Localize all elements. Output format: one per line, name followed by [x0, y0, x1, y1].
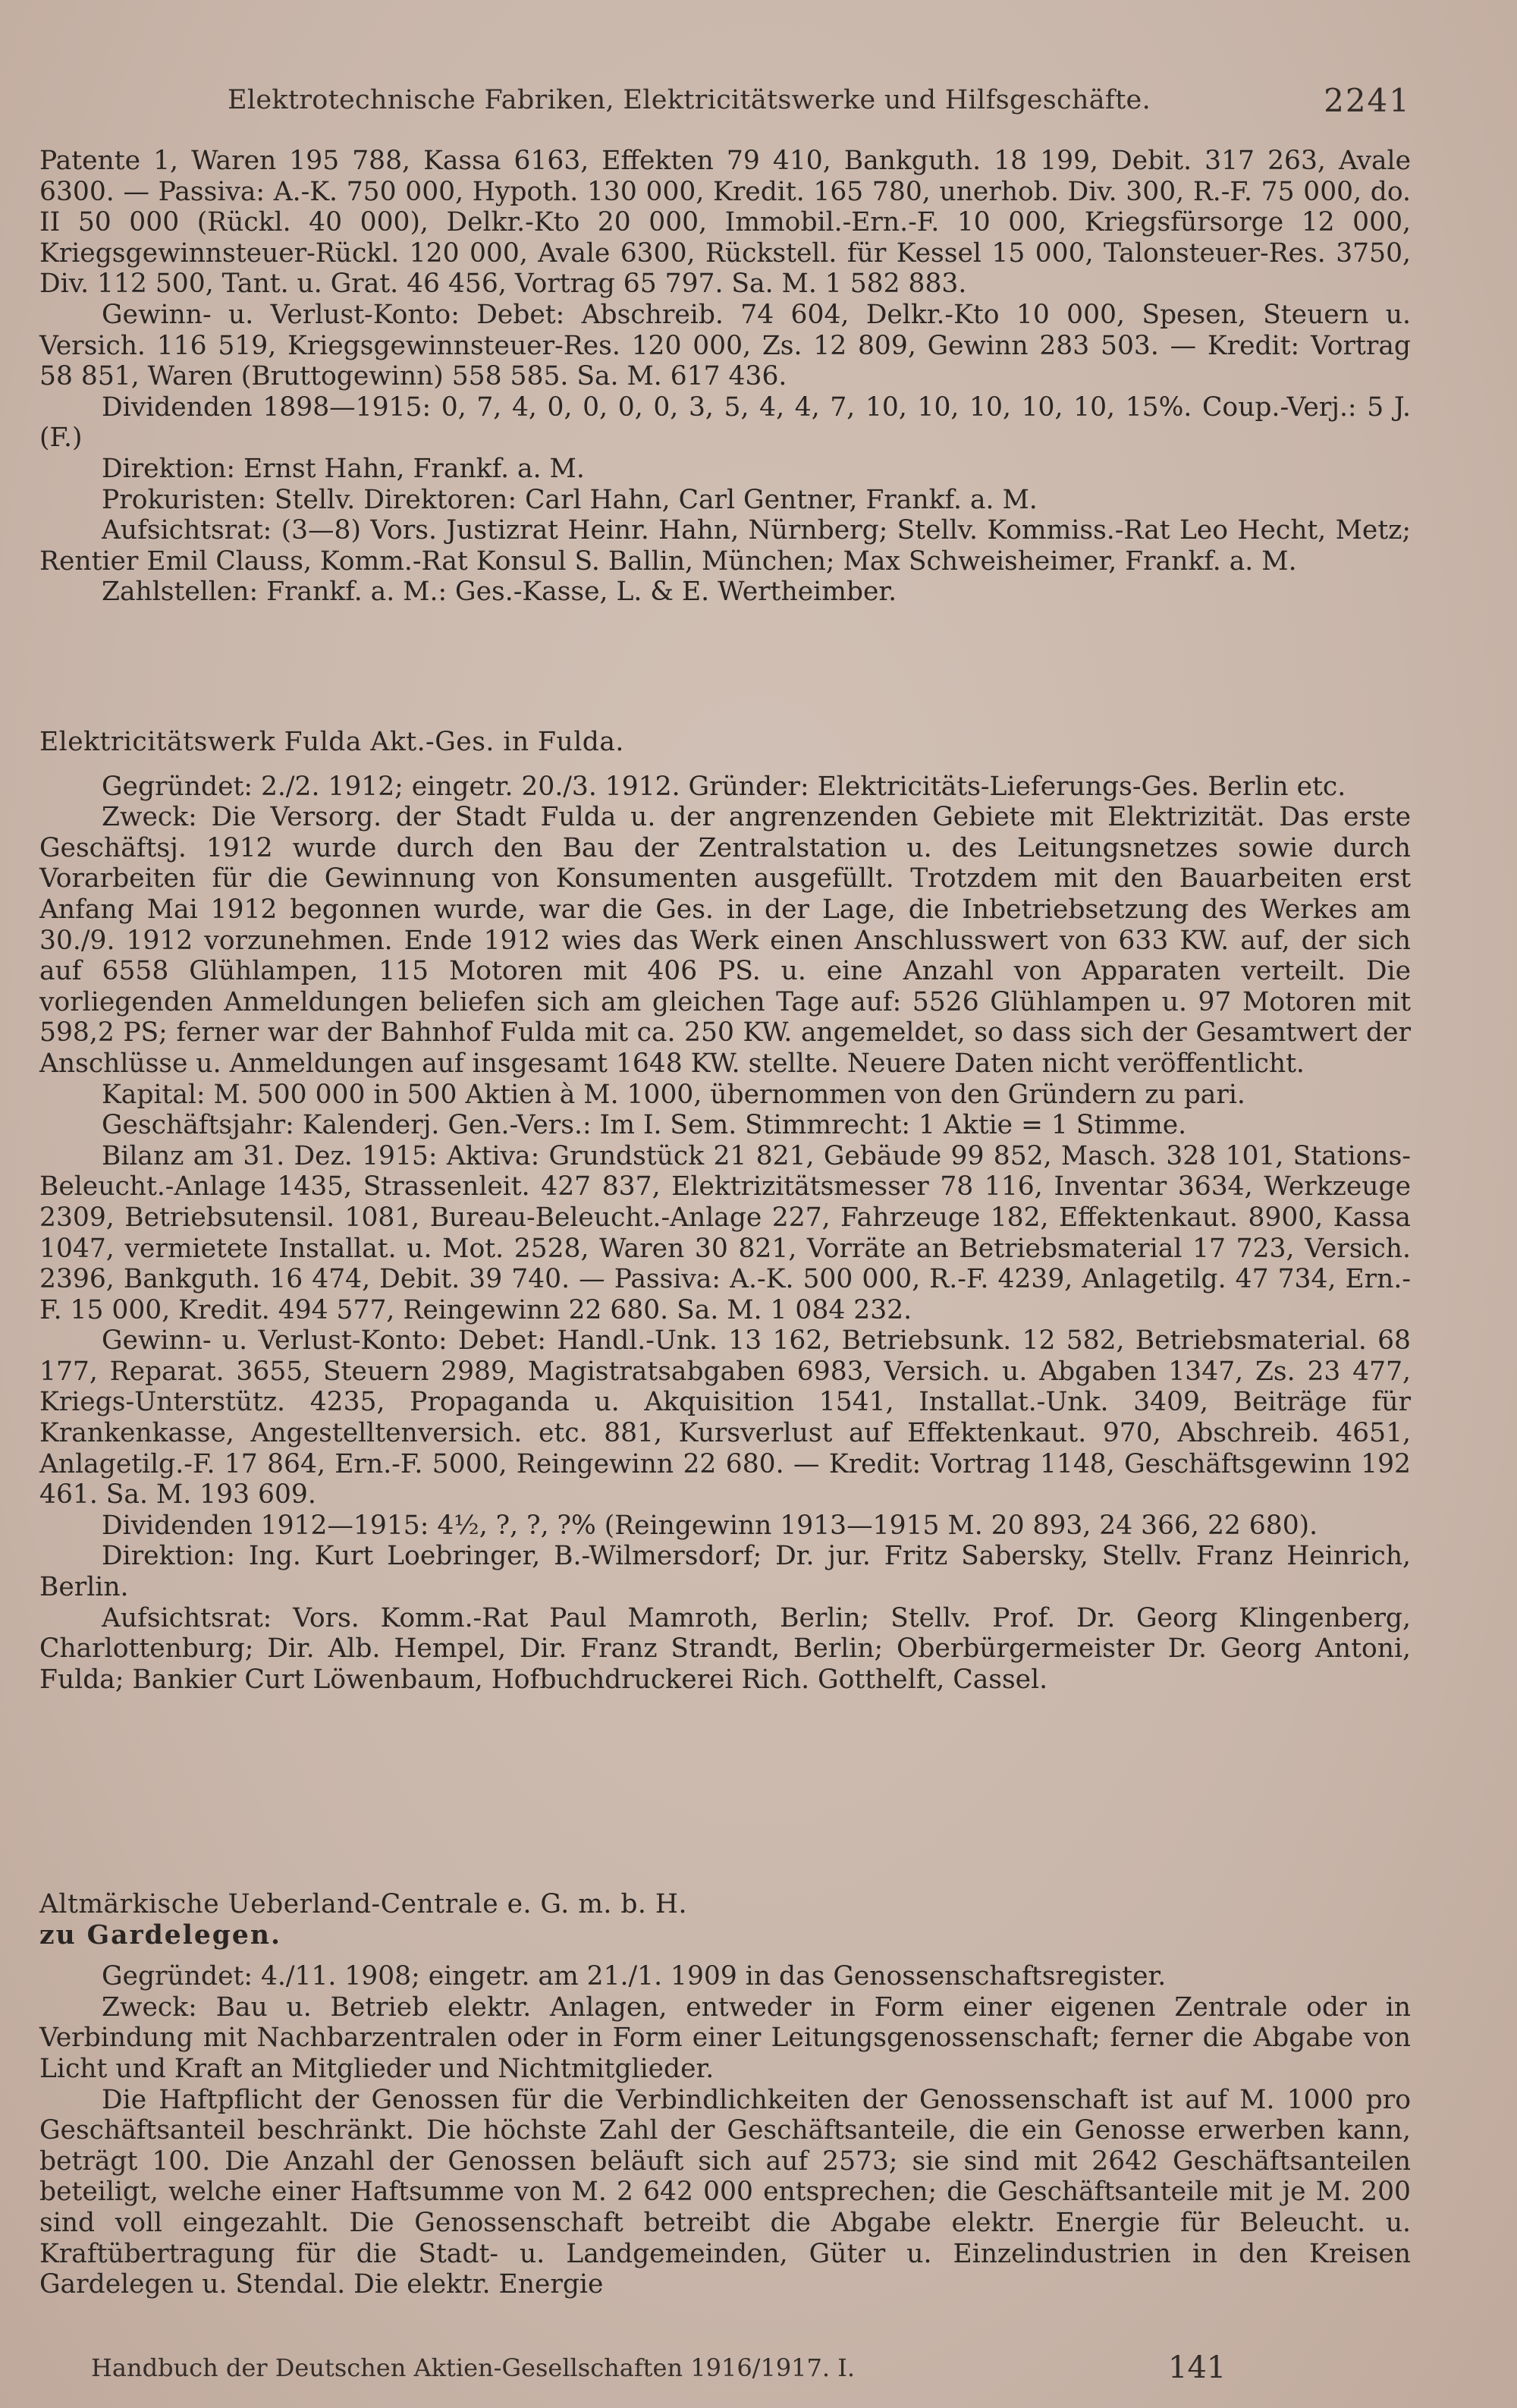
running-title: Elektrotechnische Fabriken, Elektricitätswerke und Hilfsgeschäfte. [228, 85, 1151, 115]
prev-prokuristen: Prokuristen: Stellv. Direktoren: Carl Hahn, Carl Gentner, Frankf. a. M. [102, 484, 1038, 515]
altmark-haftpflicht: Die Haftpflicht der Genossen für die Verbindlichkeiten der Genossenschaft ist auf M. 1000 pro Geschäftsanteil beschränkt. Die höchste Zahl der Geschäftsanteile, die ein Genosse erwerben kann, beträgt 100. Die Anzahl der Genossen beläuft sich auf 2573; sie sind mit 2642 Geschäftsanteilen beteiligt, welche einer Haftsumme von M. 2 642 000 entsprechen; die Geschäftsanteile mit je M. 200 sind voll eingezahlt. Die Genossenschaft betreibt die Abgabe elektr. Energie für Beleucht. u. Kraftübertragung für die Stadt- u. Landgemeinden, Güter u. Einzelindustrien in den Kreisen Gardelegen u. Stendal. Die elektr. Energie [39, 2084, 1411, 2300]
page-number: 2241 [1324, 82, 1411, 119]
signature-number: 141 [1168, 2350, 1226, 2385]
prev-profit-loss: Gewinn- u. Verlust-Konto: Debet: Abschreib. 74 604, Delkr.-Kto 10 000, Spesen, Steuern u. Versich. 116 519, Kriegsgewinnsteuer-Res. 120 000, Zs. 12 809, Gewinn 283 503. — Kredit: Vortrag 58 851, Waren (Bruttogewinn) 558 585. Sa. M. 617 436. [39, 299, 1411, 392]
fulda-title: Elektricitätswerk Fulda Akt.-Ges. in Fulda. [39, 727, 624, 757]
altmark-zweck: Zweck: Bau u. Betrieb elektr. Anlagen, entweder in Form einer eigenen Zentrale oder in Verbindung mit Nachbarzentralen oder in Form einer Leitungsgenossenschaft; ferner die Abgabe von Licht und Kraft an Mitglieder und Nichtmitglieder. [39, 1991, 1411, 2084]
prev-zahlstellen: Zahlstellen: Frankf. a. M.: Ges.-Kasse, L. & E. Wertheimber. [102, 577, 897, 608]
fulda-kapital: Kapital: M. 500 000 in 500 Aktien à M. 1000, übernommen von den Gründern zu pari. [102, 1079, 1245, 1110]
altmark-subtitle: zu Gardelegen. [39, 1919, 281, 1951]
fulda-geschaeftsjahr: Geschäftsjahr: Kalenderj. Gen.-Vers.: Im I. Sem. Stimmrecht: 1 Aktie = 1 Stimme. [102, 1110, 1187, 1141]
prev-direktion: Direktion: Ernst Hahn, Frankf. a. M. [102, 453, 585, 484]
fulda-dividends: Dividenden 1912—1915: 4½, ?, ?, ?% (Reingewinn 1913—1915 M. 20 893, 24 366, 22 680). [102, 1510, 1318, 1541]
prev-aufsichtsrat: Aufsichtsrat: (3—8) Vors. Justizrat Heinr. Hahn, Nürnberg; Stellv. Kommiss.-Rat Leo Hecht, Metz; Rentier Emil Clauss, Komm.-Rat Konsul S. Ballin, München; Max Schweisheimer, Frankf. a. M. [39, 515, 1411, 577]
altmark-entry [39, 1889, 1411, 2300]
fulda-entry [39, 727, 1411, 1695]
fulda-direktion: Direktion: Ing. Kurt Loebringer, B.-Wilmersdorf; Dr. jur. Fritz Sabersky, Stellv. Franz Heinrich, Berlin. [39, 1541, 1411, 1603]
fulda-zweck: Zweck: Die Versorg. der Stadt Fulda u. der angrenzenden Gebiete mit Elektrizität. Das erste Geschäftsj. 1912 wurde durch den Bau der Zentralstation u. des Leitungsnetzes sowie durch Vorarbeiten für die Gewinnung von Konsumenten ausgefüllt. Trotzdem mit den Bauarbeiten erst Anfang Mai 1912 begonnen wurde, war die Ges. in der Lage, die Inbetriebsetzung des Werkes am 30./9. 1912 vorzunehmen. Ende 1912 wies das Werk einen Anschlusswert von 633 KW. auf, der sich auf 6558 Glühlampen, 115 Motoren mit 406 PS. u. eine Anzahl von Apparaten verteilt. Die vorliegenden Anmeldungen beliefen sich am gleichen Tage auf: 5526 Glühlampen u. 97 Motoren mit 598,2 PS; ferner war der Bahnhof Fulda mit ca. 250 KW. angemeldet, so dass sich der Gesamtwert der Anschlüsse u. Anmeldungen auf insgesamt 1648 KW. stellte. Neuere Daten nicht veröffentlicht. [39, 802, 1411, 1079]
prev-balance: Patente 1, Waren 195 788, Kassa 6163, Effekten 79 410, Bankguth. 18 199, Debit. 317 263, Avale 6300. — Passiva: A.-K. 750 000, Hypoth. 130 000, Kredit. 165 780, unerhob. Div. 300, R.-F. 75 000, do. II 50 000 (Rückl. 40 000), Delkr.-Kto 20 000, Immobil.-Ern.-F. 10 000, Kriegsfürsorge 12 000, Kriegsgewinnsteuer-Rückl. 120 000, Avale 6300, Rückstell. für Kessel 15 000, Talonsteuer-Res. 3750, Div. 112 500, Tant. u. Grat. 46 456, Vortrag 65 797. Sa. M. 1 582 883. [39, 146, 1411, 300]
fulda-profit-loss: Gewinn- u. Verlust-Konto: Debet: Handl.-Unk. 13 162, Betriebsunk. 12 582, Betriebsmaterial. 68 177, Reparat. 3655, Steuern 2989, Magistratsabgaben 6983, Versich. u. Abgaben 1347, Zs. 23 477, Kriegs-Unterstütz. 4235, Propaganda u. Akquisition 1541, Installat.-Unk. 3409, Beiträge für Krankenkasse, Angestelltenversich. etc. 881, Kursverlust auf Effektenkaut. 970, Abschreib. 4651, Anlagetilg.-F. 17 864, Ern.-F. 5000, Reingewinn 22 680. — Kredit: Vortrag 1148, Geschäftsgewinn 192 461. Sa. M. 193 609. [39, 1325, 1411, 1511]
footer-text: Handbuch der Deutschen Aktien-Gesellschaften 1916/1917. I. [91, 2353, 856, 2382]
altmark-gegruendet: Gegründet: 4./11. 1908; eingetr. am 21./1. 1909 in das Genossenschaftsregister. [102, 1961, 1167, 1992]
fulda-aufsichtsrat: Aufsichtsrat: Vors. Komm.-Rat Paul Mamroth, Berlin; Stellv. Prof. Dr. Georg Klingenberg, Charlottenburg; Dir. Alb. Hempel, Dir. Franz Strandt, Berlin; Oberbürgermeister Dr. Georg Antoni, Fulda; Bankier Curt Löwenbaum, Hofbuchdruckerei Rich. Gotthelft, Cassel. [39, 1602, 1411, 1695]
fulda-bilanz: Bilanz am 31. Dez. 1915: Aktiva: Grundstück 21 821, Gebäude 99 852, Masch. 328 101, Stations-Beleucht.-Anlage 1435, Strassenleit. 427 837, Elektrizitätsmesser 78 116, Inventar 3634, Werkzeuge 2309, Betriebsutensil. 1081, Bureau-Beleucht.-Anlage 227, Fahrzeuge 182, Effektenkaut. 8900, Kassa 1047, vermietete Installat. u. Mot. 2528, Waren 30 821, Vorräte an Betriebsmaterial 17 723, Versich. 2396, Bankguth. 16 474, Debit. 39 740. — Passiva: A.-K. 500 000, R.-F. 4239, Anlagetilg. 47 734, Ern.-F. 15 000, Kredit. 494 577, Reingewinn 22 680. Sa. M. 1 084 232. [39, 1140, 1411, 1325]
previous-entry [39, 146, 1411, 608]
altmark-title: Altmärkische Ueberland-Centrale e. G. m. b. H. [39, 1889, 687, 1919]
prev-dividends: Dividenden 1898—1915: 0, 7, 4, 0, 0, 0, 0, 3, 5, 4, 4, 7, 10, 10, 10, 10, 10, 15%. Coup.-Verj.: 5 J. (F.) [39, 391, 1411, 454]
fulda-gegruendet: Gegründet: 2./2. 1912; eingetr. 20./3. 1912. Gründer: Elektricitäts-Lieferungs-Ges. Berlin etc. [102, 771, 1346, 802]
running-header [228, 82, 1411, 119]
page-footer [91, 2350, 1380, 2385]
